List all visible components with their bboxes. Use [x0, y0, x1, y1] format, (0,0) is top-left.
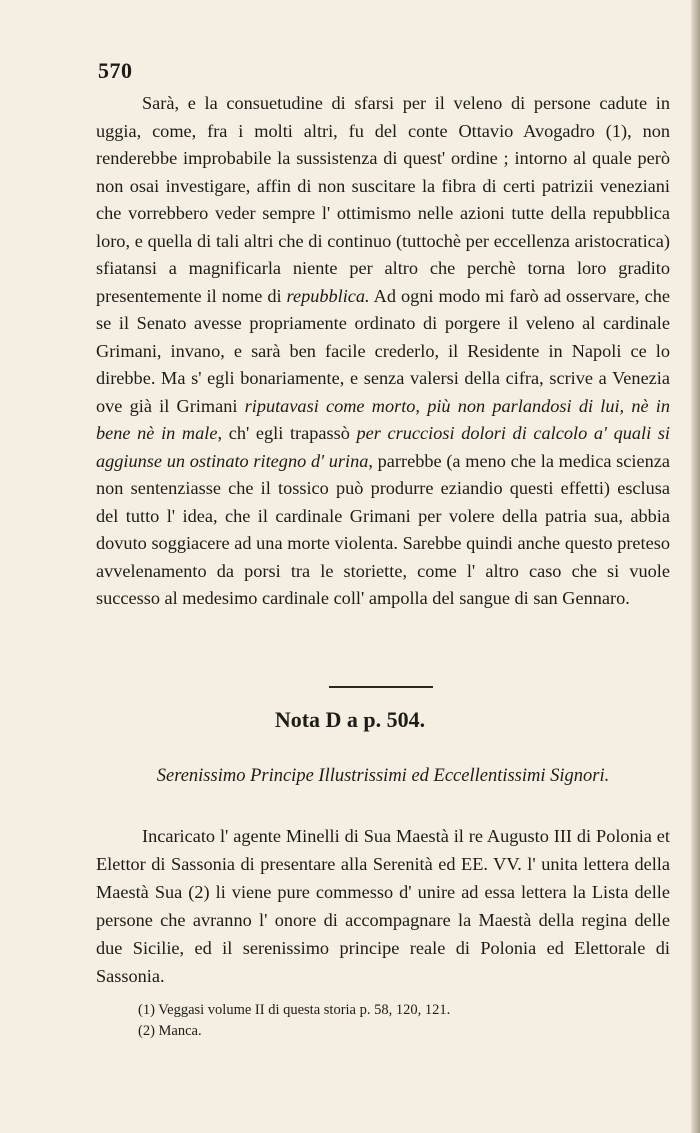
body-text-segment: , parrebbe (a meno che la medica scienza non sentenziasse che il tossico può produrre eziandio questi effetti) esclusa del tutto l' idea, che il cardinale Grimani per volere della patria sua, abbia dovuto soggiacere ad una morte violenta. Sarebbe quindi anche questo preteso avvelenamento da porsi tra le storiette, come l' altro caso che si vuole successo al medesimo cardinale coll' ampolla del sangue di san Gennaro. [96, 450, 670, 608]
body-text-italic: per crucciosi dolori di calcolo a' quali si aggiunse un ostinato ritegno d' urina [96, 423, 671, 471]
footnote-2: (2) Manca. [138, 1023, 202, 1039]
body-text-segment: , ch' egli trapassò [217, 423, 357, 443]
body-paragraph [96, 90, 670, 613]
page-edge-shadow [691, 0, 700, 1133]
body-text-italic: repubblica. [286, 285, 370, 306]
page-number: 570 [98, 58, 133, 83]
letter-salutation: Serenissimo Principe Illustrissimi ed Eccellentissimi Signori. [156, 766, 610, 786]
footnote-1: (1) Veggasi volume II di questa storia p. 58, 120, 121. [138, 1002, 451, 1018]
body-text-segment: Sarà, e la consuetudine di sfarsi per il veleno di persone cadute in uggia, come, fra i molti altri, fu del conte Ottavio Avogadro (1), non renderebbe improbabile la sussistenza di quest' ordine ; intorno al quale però non osai investigare, affin di non suscitare la fibra di certi patrizii veneziani che vorrebbero veder sempre l' ottimismo nelle azioni tutte della repubblica loro, e quella di tali altri che di continuo (tuttochè per eccellenza aristocratica) sfiatansi a magnificarla niente per altro che perchè torna loro gradito presentemente il nome di [96, 93, 670, 306]
footnotes [138, 1000, 450, 1042]
note-heading: Nota D a p. 504. [274, 707, 426, 732]
section-divider [329, 686, 433, 688]
letter-paragraph: Incaricato l' agente Minelli di Sua Maestà il re Augusto III di Polonia et Elettor di Sassonia di presentare alla Serenità ed EE. VV. l' unita lettera della Maestà Sua (2) li viene pure commesso d' unire ad essa lettera la Lista delle persone che avranno l' onore di accompagnare la Maestà della regina delle due Sicilie, ed il serenissimo principe reale di Polonia ed Elettorale di Sassonia. [96, 826, 670, 986]
body-text-italic: riputavasi come morto, più non parlandosi di lui, nè in bene nè in male [96, 395, 670, 443]
body-text-segment: Ad ogni modo mi farò ad osservare, che se il Senato avesse propriamente ordinato di porgere il veleno al cardinale Grimani, invano, e sarà ben facile crederlo, il Residente in Napoli ce lo direbbe. Ma s' egli bonariamente, e senza valersi della cifra, scrive a Venezia ove già il Grimani [96, 285, 670, 416]
